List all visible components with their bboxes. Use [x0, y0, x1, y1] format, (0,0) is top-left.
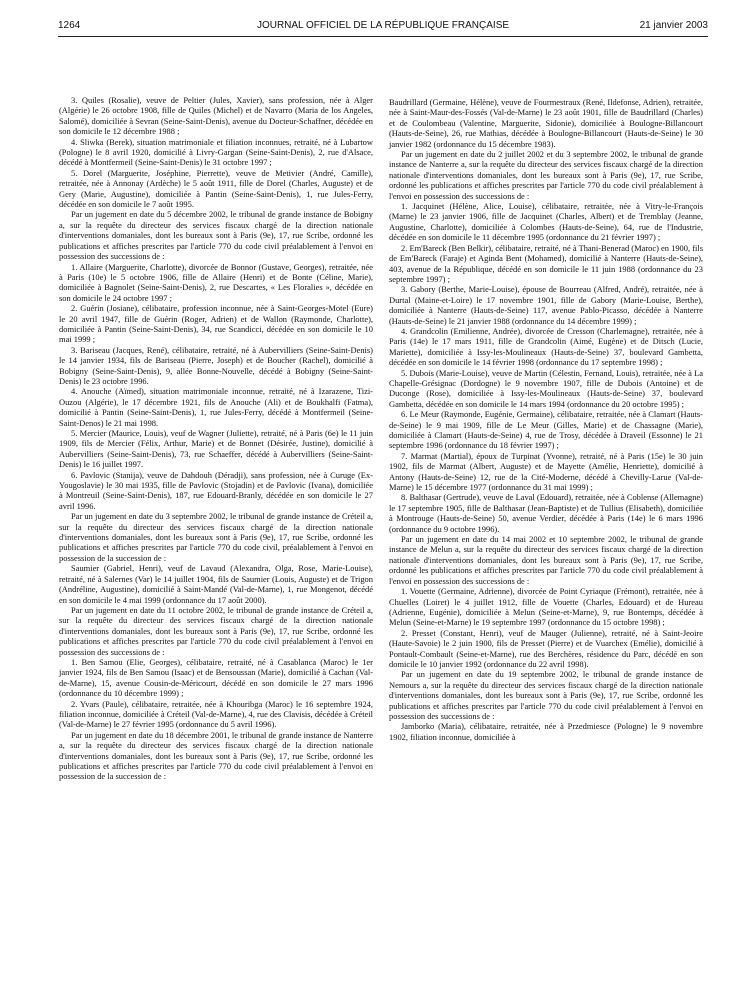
- paragraph: Jamborko (Maria), célibataire, retraitée, née à Przedmiesce (Pologne) le 9 novembre 1902, filiation inconnue, domiciliée à: [389, 721, 703, 742]
- paragraph: 7. Marmat (Martial), époux de Turpinat (Yvonne), retraité, né à Paris (15e) le 30 juin 1902, fils de Marmat (Albert, Auguste) et de Mayette (Amélie, Henriette), domicilié à Antony (Hauts-de-Seine) 12, rue de la Cité-Moderne, décédé à Chevilly-Larue (Val-de-Marne) le 15 décembre 1977 (ordonnance du 31 mai 1999) ;: [389, 450, 703, 493]
- page-header: [58, 20, 708, 34]
- header-rule: [58, 36, 708, 37]
- paragraph: 1. Jacquinet (Hélène, Alice, Louise), célibataire, retraitée, née à Vitry-le-François (Marne) le 23 janvier 1906, fille de Jacquinet (Charles, Albert) et de Tremblay (Jeanne, Augustine, Charlotte), domiciliée à Colombes (Hauts-de-Seine), 64, rue de l'Industrie, décédée en son domicile le 11 décembre 1995 (ordonnance du 21 février 1997) ;: [389, 201, 703, 243]
- paragraph: 3. Quiles (Rosalie), veuve de Peltier (Jules, Xavier), sans profession, née à Alger (Algérie) le 26 octobre 1908, fille de Quiles (Michel) et de Navarro (Maria de los Angeles, Salomé), domiciliée à Sevran (Seine-Saint-Denis), avenue du Docteur-Schaffner, décédée en son domicile le 12 décembre 1988 ;: [59, 95, 373, 137]
- paragraph: 2. Yvars (Paule), célibataire, retraitée, née à Khouribga (Maroc) le 16 septembre 1924, filiation inconnue, domiciliée à Créteil (Val-de-Marne), 4, rue des Clavisis, décédée à Créteil (Val-de-Marne) le 27 février 1995 (ordonnance du 5 avril 1996).: [59, 698, 373, 730]
- paragraph: Par un jugement en date du 3 septembre 2002, le tribunal de grande instance de Créteil a, sur la requête du directeur des services fiscaux chargé de la direction nationale d'interventions domaniales, dont les bureaux sont à Paris (9e), 17, rue Scribe, ordonné les publications et affiches prescrites par l'article 770 du code civil, préalablement à l'envoi en possession de la succession de :: [59, 511, 373, 563]
- paragraph: 2. Guérin (Josiane), célibataire, profession inconnue, née à Saint-Georges-Motel (Eure) le 20 avril 1947, fille de Guérin (Roger, Adrien) et de Wallon (Raymonde, Charlotte), domiciliée à Pantin (Seine-Saint-Denis), 34, rue Scandicci, décédée en son domicile le 10 mai 1999 ;: [59, 303, 373, 345]
- paragraph: 1. Vouette (Germaine, Adrienne), divorcée de Point Cyriaque (Frémont), retraitée, née à Chuelles (Loiret) le 4 juillet 1912, fille de Vouette (Charles, Edouard) et de Hureau (Adrienne, Eugénie), domiciliée à Melun (Seine-et-Marne), 9, rue Bontemps, décédée à Melun (Seine-et-Marne) le 19 septembre 1997 (ordonnance du 15 octobre 1998) ;: [389, 586, 703, 628]
- right-column: [389, 97, 703, 742]
- paragraph: 4. Anouche (Aïmed), situation matrimoniale inconnue, retraité, né à Izarazene, Tizi-Ouzou (Algérie), le 17 décembre 1921, fils de Anouche (Ali) et de Boukhalfi (Fatma), domicilié à Pantin (Seine-Saint-Denis), 1, rue Jules-Ferry, décédé à Montfermeil (Seine-Saint-Denos) le 21 mai 1998.: [59, 386, 373, 428]
- paragraph: 6. Pavlovic (Stanija), veuve de Dahdouh (Déradji), sans profession, née à Curuge (Ex-Yougoslavie) le 30 mai 1935, fille de Pavlovic (Stojadin) et de Pavlovic (Ivana), domiciliée à Montreuil (Seine-Saint-Denis), 187, rue Edouard-Branly, décédée en son domicile le 27 avril 1996.: [59, 469, 373, 511]
- paragraph: Par un jugement en date du 5 décembre 2002, le tribunal de grande instance de Bobigny a, sur la requête du directeur des services fiscaux chargé de la direction nationale d'interventions domaniales, dont les bureaux sont à Paris (9e), 17, rue Scribe, ordonné les publications et affiches prescrites par l'article 770 du code civil préalablement à l'envoi en possession des successions de :: [59, 209, 373, 262]
- paragraph: Par un jugement en date du 2 juillet 2002 et du 3 septembre 2002, le tribunal de grande instance de Nanterre a, sur la requête du directeur des services fiscaux chargé de la direction nationale d'interventions domaniales, dont les bureaux sont à Paris (9e), 17, rue Scribe, ordonné les publications et affiches prescrites par l'article 770 du code civil préalablement à l'envoi en possession des successions de :: [389, 149, 703, 201]
- paragraph: 5. Mercier (Maurice, Louis), veuf de Wagner (Juliette), retraité, né à Paris (6e) le 11 juin 1909, fils de Mercier (Félix, Arthur, Marie) et de Bonnet (Désirée, Justine), domicilié à Aubervilliers (Seine-Saint-Denis), 73, rue Schaeffer, décédé à Aubervilliers (Seine-Saint-Denis) le 16 juillet 1997.: [59, 428, 373, 470]
- paragraph: Par un jugement en date du 18 décembre 2001, le tribunal de grande instance de Nanterre a, sur la requête du directeur des services fiscaux chargé de la direction nationale d'interventions domaniales, dont les bureaux sont à Paris (9e), 17, rue Scribe, ordonné les publications et affiches prescrites par l'article 770 du code civil préalablement à l'envoi en possession de la succession de :: [59, 729, 373, 782]
- paragraph: 2. Presset (Constant, Henri), veuf de Mauger (Julienne), retraité, né à Saint-Jeoire (Haute-Savoie) le 2 juin 1900, fils de Presset (Pierre) et de Vuarchex (Emélie), domicilié à Pontault-Combault (Seine-et-Marne), rue des Berchères, résidence du Parc, décédé en son domicile le 10 janvier 1992 (ordonnance du 22 avril 1998).: [389, 627, 703, 669]
- paragraph: 3. Bariseau (Jacques, René), célibataire, retraité, né à Aubervilliers (Seine-Saint-Denis) le 14 janvier 1934, fils de Bariseau (Pierre, Joseph) et de Boucher (Rachel), domicilié à Bobigny (Seine-Saint-Denis), 9, allée Bonne-Nouvelle, décédé à Bobigny (Seine-Saint-Denis) le 23 octobre 1996.: [59, 344, 373, 386]
- paragraph: 6. Le Meur (Raymonde, Eugénie, Germaine), célibataire, retraitée, née à Clamart (Hauts-de-Seine) le 9 mai 1909, fille de Le Meur (Gilles, Marie) et de Chassagne (Marie), domiciliée à Clamart (Hauts-de-Seine) 4, rue de Trosy, décédée à Draveil (Essonne) le 21 septembre 1996 (ordonnance du 18 février 1997) ;: [389, 409, 703, 451]
- paragraph: 1. Allaire (Marguerite, Charlotte), divorcée de Bonnor (Gustave, Georges), retraitée, née à Paris (10e) le 5 octobre 1906, fille de Allaire (Henri) et de Bonte (Céline, Marie), domiciliée à Bagnolet (Seine-Saint-Denis), 2, rue Descartes, « Les Floralies », décédée en son domicile le 24 octobre 1997 ;: [59, 261, 373, 303]
- paragraph: 1. Ben Samou (Elie, Georges), célibataire, retraité, né à Casablanca (Maroc) le 1er janvier 1924, fils de Ben Samou (Isaac) et de Bensoussan (Marie), domicilié à Cachan (Val-de-Marne), 15, avenue Cousin-de-Méricourt, décédé en son domicile le 27 mars 1996 (ordonnance du 10 décembre 1999) ;: [59, 656, 373, 699]
- paragraph: Par un jugement en date du 19 septembre 2002, le tribunal de grande instance de Nemours a, sur la requête du directeur des services fiscaux chargé de la direction nationale d'interventions domaniales, dont les bureaux sont à Paris (9e), 17, rue Scribe, ordonné les publications et affiches prescrites par l'article 770 du code civil préalablement à l'envoi en possession des successions de :: [389, 669, 703, 721]
- paragraph: Saumier (Gabriel, Henri), veuf de Lavaud (Alexandra, Olga, Rose, Marie-Louise), retraité, né à Salernes (Var) le 14 juillet 1904, fils de Saumier (Louis, Auguste) et de Trigon (Andréline, Augustine), domicilié à Saint-Mandé (Val-de-Marne), 1, rue Mongenot, décédé en son domicile le 4 mai 1999 (ordonnance du 17 août 2000).: [59, 563, 373, 605]
- left-column: [59, 95, 373, 782]
- page-number: 1264: [58, 20, 81, 31]
- paragraph: Par un jugement en date du 14 mai 2002 et 10 septembre 2002, le tribunal de grande instance de Melun a, sur la requête du directeur des services fiscaux chargé de la direction nationale d'interventions domaniales, dont les bureaux sont à Paris (9e), 17, rue Scribe, ordonné les publications et affiches prescrites par l'article 770 du code civil préalablement à l'envoi en possession des successions de :: [389, 534, 703, 586]
- paragraph: Baudrillard (Germaine, Hélène), veuve de Fourmestraux (René, Ildefonse, Adrien), retraitée, née à Saint-Maur-des-Fossés (Val-de-Marne) le 23 août 1901, fille de Baudrillard (Charles) et de Coulombeau (Valentine, Marguerite, Sidonie), domiciliée à Boulogne-Billancourt (Hauts-de-Seine), 26, rue Mathias, décédée à Boulogne-Billancourt (Hauts-de-Seine) le 30 janvier 1982 (ordonnance du 15 décembre 1983).: [389, 97, 703, 149]
- paragraph: 3. Gabory (Berthe, Marie-Louise), épouse de Bourreau (Alfred, André), retraitée, née à Durtal (Maine-et-Loire) le 17 novembre 1901, fille de Gabory (Marie-Louise, Berthe), domiciliée à Nanterre (Hauts-de-Seine) 117, avenue Pablo-Picasso, décédée à Nanterre (Hauts-de-Seine) le 21 janvier 1988 (ordonnance du 14 décembre 1999) ;: [389, 284, 703, 326]
- paragraph: 5. Dorel (Marguerite, Joséphine, Pierrette), veuve de Metivier (André, Camille), retraitée, née à Annonay (Ardèche) le 5 août 1911, fille de Dorel (Charles, Auguste) et de Gery (Marie, Augustine), domiciliée à Pantin (Seine-Saint-Denis), 1, rue Jules-Ferry, décédée en son domicile le 7 août 1995.: [59, 167, 373, 210]
- paragraph: Par un jugement en date du 11 octobre 2002, le tribunal de grande instance de Créteil a, sur la requête du directeur des services fiscaux chargé de la direction nationale d'interventions domaniales, dont les bureaux sont à Paris (9e), 17, rue Scribe, ordonné les publications et affiches prescrites par l'article 770 du code civil préalablement à l'envoi en possession des successions de :: [59, 604, 373, 657]
- paragraph: 2. Em'Bareck (Ben Belkir), célibataire, retraité, né à Thani-Benerad (Maroc) en 1900, fils de Em'Bareck (Faraje) et Aginda Bent (Mohamed), domicilié à Nanterre (Hauts-de-Seine), 403, avenue de la République, décédé en son domicile le 11 juin 1988 (ordonnance du 23 septembre 1997) ;: [389, 242, 703, 284]
- journal-title: JOURNAL OFFICIEL DE LA RÉPUBLIQUE FRANÇAISE: [256, 20, 510, 31]
- paragraph: 5. Dubois (Marie-Louise), veuve de Martin (Célestin, Fernand, Louis), retraitée, née à La Chapelle-Grésignac (Dordogne) le 9 novembre 1907, fille de Dubois (Antoine) et de Duconge (Rose), domiciliée à Issy-les-Moulineaux (Hauts-de-Seine) 37, boulevard Gambetta, décédée en son domicile le 14 mars 1994 (ordonnance du 20 octobre 1995) ;: [389, 367, 703, 409]
- issue-date: 21 janvier 2003: [639, 20, 708, 31]
- paragraph: 4. Grandcolin (Emilienne, Andrée), divorcée de Cresson (Charlemagne), retraitée, née à Paris (14e) le 17 mars 1911, fille de Grandcolin (Aimé, Eugène) et de Ditsch (Lucie, Mariette), domiciliée à Issy-les-Moulineaux (Hauts-de-Seine) 37, boulevard Gambetta, décédée en son domicile le 14 février 1998 (ordonnance du 17 septembre 1998) ;: [389, 325, 703, 368]
- paragraph: 8. Balthasar (Gertrude), veuve de Laval (Edouard), retraitée, née à Coblense (Allemagne) le 17 septembre 1905, fille de Balthasar (Jean-Baptiste) et de Tullius (Elisabeth), domiciliée à Montrouge (Hauts-de-Seine) 50, avenue Verdier, décédée à Paris (14e) le 6 mars 1996 (ordonnance du 9 octobre 1996).: [389, 492, 703, 534]
- paragraph: 4. Sliwka (Berek), situation matrimoniale et filiation inconnues, retraité, né à Lubartow (Pologne) le 8 avril 1920, domicilié à Livry-Gargan (Seine-Saint-Denis), 2, rue d'Alsace, décédé à Montfermeil (Seine-Saint-Denis) le 31 octobre 1997 ;: [59, 136, 373, 168]
